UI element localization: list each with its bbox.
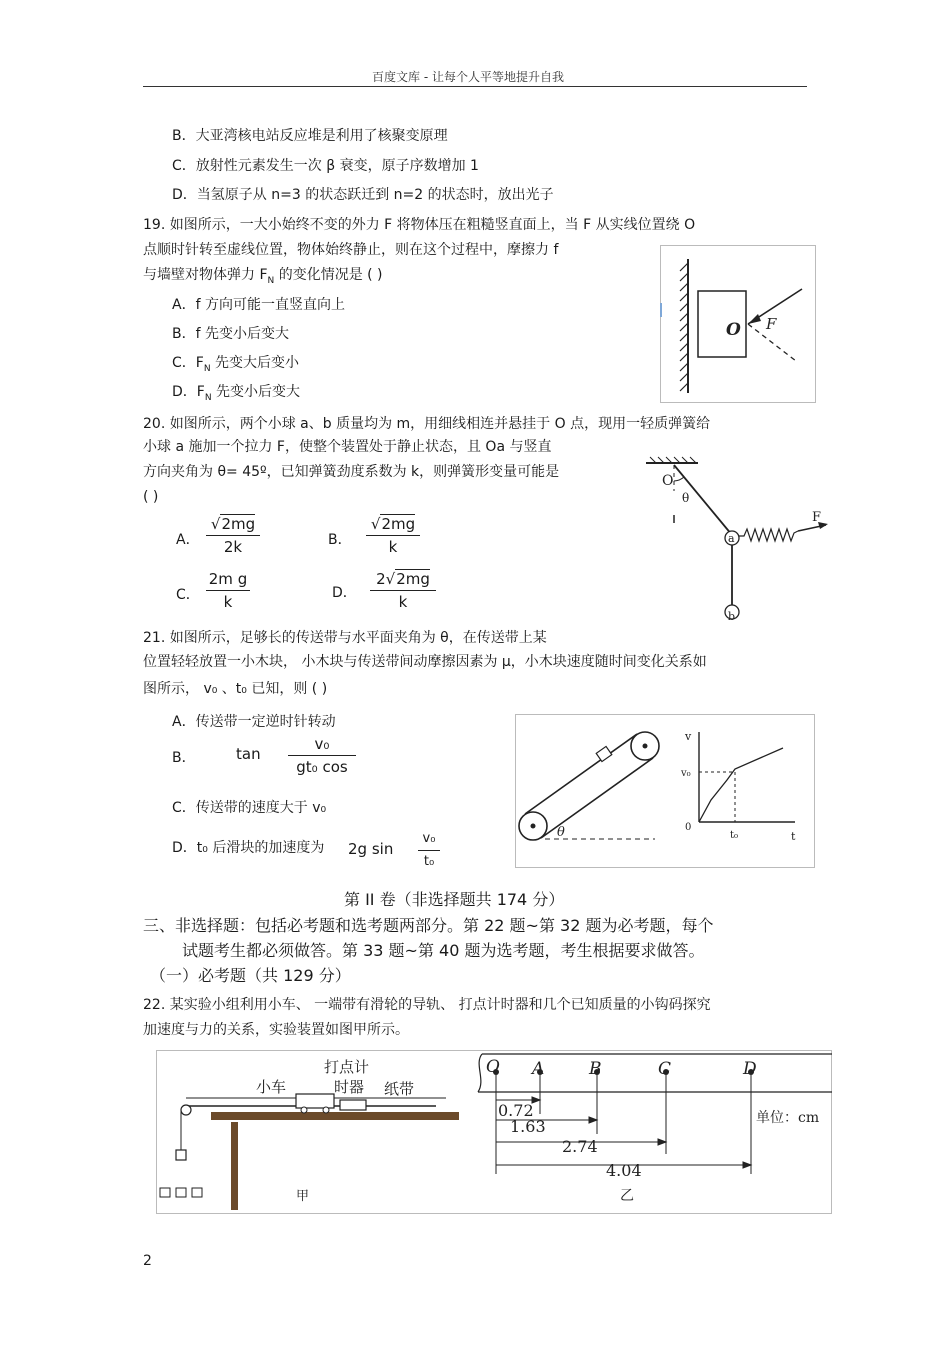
q21-fig-label-zero: 0 (685, 822, 692, 833)
q22-tape-point-d: D (743, 1059, 757, 1079)
section2-instructions-line2: 试题考生都必须做答。第 33 题~第 40 题为选考题，考生根据要求做答。 (182, 941, 705, 960)
q20-option-d-label: D． (332, 585, 357, 601)
q18-option-c: C．放射性元素发生一次 β 衰变，原子序数增加 1 (172, 158, 479, 174)
q20-option-c-fraction: 2m g k (206, 568, 250, 613)
q22-tape-distance-oc: 2.74 (562, 1137, 598, 1156)
q21-option-b-label: B． (172, 750, 196, 766)
section2-instructions-line1: 三、非选择题：包括必考题和选考题两部分。第 22 题~第 32 题为必考题，每个 (143, 916, 714, 935)
header-rule (143, 86, 807, 87)
q20-stem-line2: 小球 a 施加一个拉力 F，使整个装置处于静止状态，且 Oa 与竖直 (143, 439, 552, 455)
q21-conveyor-figure (515, 714, 815, 868)
q21-fig-label-v: v (685, 730, 692, 743)
q21-option-d-expr: 2g sin (348, 840, 394, 858)
q22-tape-distance-ob: 1.63 (510, 1117, 546, 1136)
q21-stem-line2: 位置轻轻放置一小木块， 小木块与传送带间动摩擦因素为 μ，小木块速度随时间变化关系如 (143, 654, 707, 670)
q22-fig-label-jia: 甲 (296, 1189, 310, 1204)
q22-tape-distance-oa: 0.72 (498, 1101, 534, 1120)
page-number: 2 (143, 1253, 152, 1269)
q22-tape-unit: 单位：cm (756, 1110, 820, 1126)
q22-tape-point-b: B (589, 1059, 602, 1079)
q21-fig-label-t0: t₀ (730, 830, 739, 841)
q21-fig-label-theta: θ (557, 825, 565, 840)
q22-stem-line1: 22. 某实验小组利用小车、 一端带有滑轮的导轨、 打点计时器和几个已知质量的小钩码探究 (143, 997, 711, 1013)
q22-fig-label-yi: 乙 (620, 1188, 634, 1204)
q20-fig-label-theta: θ (682, 491, 690, 505)
q22-tape-point-a: A (532, 1059, 545, 1079)
q19-option-c: C．$F_N$ 先变大后变小 (172, 355, 300, 374)
q20-fig-label-f: F (812, 510, 822, 525)
q22-tape-point-c: C (658, 1059, 672, 1079)
q20-stem-line1: 20. 如图所示，两个小球 a、b 质量均为 m，用细线相连并悬挂于 O 点，现用一轻质弹簧给 (143, 416, 711, 432)
q21-option-b-fraction: v₀ gt₀ cos (288, 733, 356, 778)
q20-stem-line4: ( ) (143, 489, 159, 505)
q19-fig-label-f: F (766, 315, 777, 333)
q19-option-a: A．f 方向可能一直竖直向上 (172, 297, 345, 313)
q21-option-b-tan: tan (236, 745, 261, 763)
q18-option-d: D．当氢原子从 n=3 的状态跃迁到 n=2 的状态时，放出光子 (172, 187, 554, 203)
q19-option-b: B．f 先变小后变大 (172, 326, 289, 342)
q22-tape-distance-od: 4.04 (606, 1161, 642, 1180)
q22-tape-point-o: O (486, 1057, 500, 1077)
q22-fig-label-timer-line1: 打点计 (324, 1058, 370, 1076)
section2-required-heading: （一）必考题（共 129 分） (150, 966, 351, 985)
q20-option-a-label: A． (176, 532, 200, 548)
q21-stem-line3: 图所示， v₀ 、t₀ 已知，则 ( ) (143, 681, 328, 697)
q20-option-b-label: B． (328, 532, 352, 548)
q20-option-c-label: C． (176, 587, 200, 603)
q21-option-d-fraction: v₀ t₀ (418, 828, 440, 873)
q19-wall-force-figure (660, 245, 816, 403)
q22-fig-label-tape: 纸带 (384, 1080, 415, 1098)
q19-option-d: D．$F_N$ 先变小后变大 (172, 384, 301, 403)
q21-option-c: C．传送带的速度大于 v₀ (172, 800, 327, 816)
q22-fig-label-cart: 小车 (256, 1078, 287, 1096)
q20-fig-label-b: b (728, 610, 736, 623)
q21-option-d-label: D．t₀ 后滑块的加速度为 (172, 840, 325, 856)
q20-option-d-fraction: 2√2mg k (370, 568, 436, 613)
q20-fig-label-o: O (662, 473, 674, 489)
q22-experiment-figure (156, 1050, 832, 1214)
q19-stem-line3: 与墙壁对物体弹力 $F_N$ 的变化情况是 ( ) (143, 267, 383, 286)
section2-title: 第 II 卷（非选择题共 174 分） (344, 890, 565, 909)
q19-fig-label-o: O (726, 320, 741, 340)
q18-option-b: B．大亚湾核电站反应堆是利用了核聚变原理 (172, 128, 448, 144)
q21-fig-label-v0: v₀ (681, 768, 691, 779)
q22-fig-label-timer-line2: 时器 (334, 1078, 365, 1096)
q21-option-a: A．传送带一定逆时针转动 (172, 714, 336, 730)
q20-spring-figure (640, 455, 830, 625)
q20-fig-label-a: a (728, 532, 735, 545)
q21-stem-line1: 21. 如图所示，足够长的传送带与水平面夹角为 θ，在传送带上某 (143, 630, 547, 646)
q19-stem-line1: 19. 如图所示，一大小始终不变的外力 F 将物体压在粗糙竖直面上，当 F 从实线位置绕 O (143, 217, 696, 233)
q21-fig-label-t: t (791, 830, 796, 843)
q20-option-a-fraction: √2mg 2k (206, 513, 260, 558)
q20-stem-line3: 方向夹角为 θ= 45º，已知弹簧劲度系数为 k，则弹簧形变量可能是 (143, 464, 560, 480)
q19-stem-line2: 点顺时针转至虚线位置，物体始终静止，则在这个过程中，摩擦力 f (143, 242, 559, 258)
page-header: 百度文库 - 让每个人平等地提升自我 (372, 70, 564, 84)
q20-option-b-fraction: √2mg k (366, 513, 420, 558)
q22-stem-line2: 加速度与力的关系，实验装置如图甲所示。 (143, 1022, 409, 1038)
